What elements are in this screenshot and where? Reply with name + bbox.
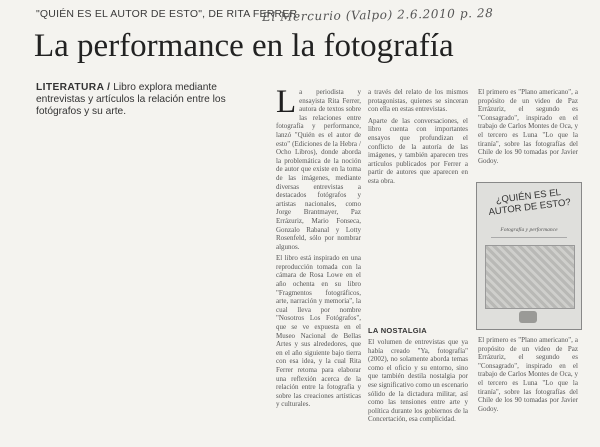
handwritten-source-note: El Mercurio (Valpo) 2.6.2010 p. 28 (261, 5, 494, 25)
book-cover-rule (491, 237, 567, 238)
body-paragraph: El volumen de entrevistas que ya había creado "Ya, fotografía" (2002), no solamente aborda temas como el oficio y su entorno, sino que también destila nostalgia por ese significativo como un escenario sólido de la dictadura militar, así como las tensiones entre arte y política durante los gobiernos de la Concertación, esa complicidad. (368, 338, 468, 424)
article-lead (36, 82, 256, 118)
body-column-3 (478, 88, 578, 176)
book-cover-subtitle: Fotografía y performance (500, 227, 558, 233)
drop-cap: L (276, 84, 297, 120)
article-headline: La performance en la fotografía (34, 28, 454, 64)
book-cover-image (476, 182, 582, 330)
section-label: LITERATURA / (36, 82, 111, 93)
article-kicker: "QUIÉN ES EL AUTOR DE ESTO", DE RITA FERRER (36, 8, 298, 20)
body-paragraph: El libro está inspirado en una reproducción tomada con la cámara de Rosa Lowe en el año ochenta en su libro "Fragmentos fotográficos, arte, narración y memoria", la cual lleva por nombre "Nosotros Los Fotógrafos", que se ve expuesta en el Museo Nacional de Bellas Artes y sus alrededores, que en el año siguiente bajo tierra con esa idea, y la cual Rita Ferrer retoma para elaborar una reflexión acerca de la relación entre la fotografía y sobre las creaciones artísticas y culturales. (276, 254, 361, 409)
book-cover-photo (485, 245, 575, 309)
body-column-4 (368, 338, 468, 430)
section-subhead: LA NOSTALGIA (368, 326, 428, 335)
book-cover-title: ¿QUIÉN ES EL AUTOR DE ESTO? (488, 187, 572, 218)
body-paragraph: El primero es "Plano americano", a propósito de un video de Paz Errázuriz, el segundo es "Consagrado", inspirado en el trabajo de Carlos Montes de Oca, y el tercero es Luna "Lo que la tiranía", sobre las fotografías del Chile de los 90 tomadas por Javier Godoy. (478, 336, 578, 413)
body-column-5 (478, 336, 578, 428)
body-column-2 (368, 88, 468, 322)
body-paragraph: a través del relato de los mismos protagonistas, quienes se sinceran con ella en estas entrevistas. (368, 88, 468, 114)
body-column-1 (276, 84, 361, 409)
publisher-logo-icon (519, 311, 537, 323)
body-paragraph: Aparte de las conversaciones, el libro cuenta con importantes ensayos que profundizan el conflicto de la autoría de las imágenes, y también aparecen tres artículos publicados por Ferrer a partir de autores que aparecen en esta obra. (368, 116, 468, 185)
lead-text: Libro explora mediante entrevistas y artículos la relación entre los fotógrafos y su arte. (36, 82, 226, 117)
body-paragraph: El primero es "Plano americano", a propósito de un video de Paz Errázuriz, el segundo es "Consagrado", inspirado en el trabajo de Carlos Montes de Oca, y el tercero es Luna "Lo que la tiranía", sobre las fotografías del Chile de los 90 tomadas por Javier Godoy. (478, 88, 578, 165)
body-paragraph: a periodista y ensayista Rita Ferrer, autora de textos sobre las relaciones entre fotografía y performance, lanzó "Quién es el autor de esto" (Ediciones de la Hebra / Ocho Libros), donde aborda la problemática de la noción de autor que existe en la toma de las imágenes, mediante diversas entrevistas a destacados fotógrafos y artistas nacionales, como Jorge Brantmayer, Paz Errázuriz, Mario Fonseca, Gonzalo Rabanal y Lotty Rosenfeld, sólo por nombrar algunos. (276, 88, 361, 251)
